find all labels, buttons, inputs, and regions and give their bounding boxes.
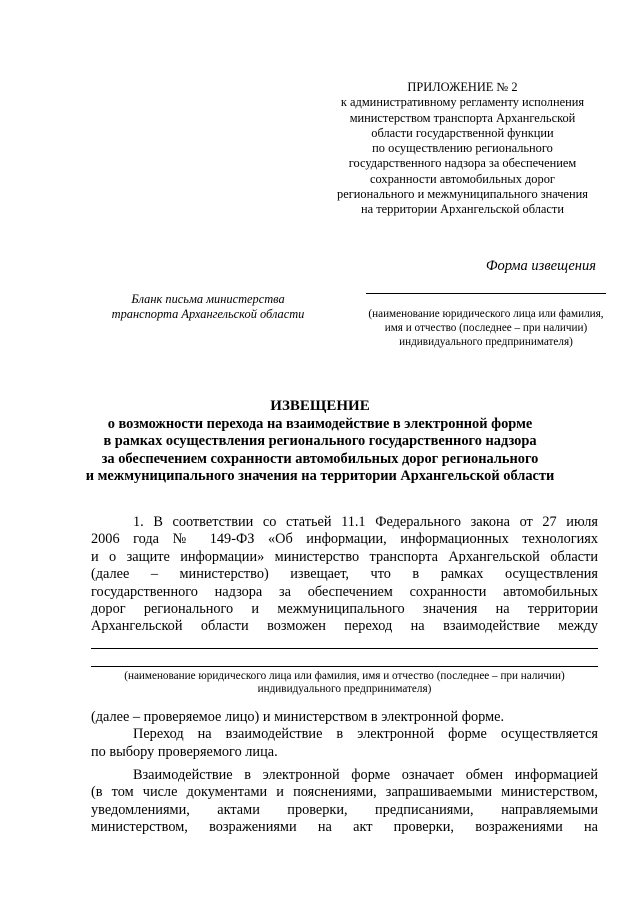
body-line: министерством, возражениями на акт проверки, возражениями на — [91, 819, 598, 836]
document-body — [91, 514, 598, 837]
letterhead-note-line: транспорта Архангельской области — [111, 307, 305, 321]
body-line: дорог регионального и межмуниципального значения на территории — [91, 600, 598, 617]
appendix-line: на территории Архангельской области — [361, 202, 564, 217]
body-line: уведомлениями, актами проверки, предписаниями, направляемыми — [91, 801, 598, 818]
fill-in-caption-line: индивидуального предпринимателя) — [257, 683, 432, 696]
fill-in-caption — [91, 670, 598, 697]
addressee-caption-line: имя и отчество (последнее – при наличии) — [384, 321, 588, 334]
addressee-block — [360, 293, 612, 349]
title-line: и межмуниципального значения на территории Архангельской области — [85, 468, 555, 485]
appendix-line: министерством транспорта Архангельской — [349, 110, 576, 125]
appendix-line: к административному регламенту исполнения — [340, 95, 585, 110]
fill-in-line — [91, 666, 598, 667]
body-line: и о защите информации» министерство транспорта Архангельской области — [91, 548, 598, 565]
title-line: в рамках осуществления регионального государственного надзора — [103, 433, 537, 450]
appendix-line: регионального и межмуниципального значения — [337, 187, 588, 202]
appendix-header — [300, 80, 625, 218]
body-line: 1. В соответствии со статьей 11.1 Федерального закона от 27 июля — [133, 514, 598, 530]
body-line: (далее – проверяемое лицо) и министерством в электронной форме. — [91, 708, 505, 725]
title-line: за обеспечением сохранности автомобильных дорог регионального — [101, 450, 539, 467]
appendix-line: области государственной функции — [371, 125, 554, 140]
body-line: Переход на взаимодействие в электронной форме осуществляется — [133, 726, 598, 743]
body-line: по выбору проверяемого лица. — [91, 743, 278, 760]
appendix-line: сохранности автомобильных дорог — [370, 171, 555, 186]
addressee-caption-line: (наименование юридического лица или фамилия, — [368, 308, 604, 320]
letterhead-note — [94, 292, 322, 322]
addressee-fill-line — [366, 293, 606, 304]
fill-in-line — [91, 648, 598, 649]
document-title — [60, 398, 580, 486]
appendix-line: ПРИЛОЖЕНИЕ № 2 — [407, 80, 518, 94]
form-label: Форма извещения — [485, 258, 596, 274]
appendix-line: государственного надзора за обеспечением — [348, 156, 577, 171]
body-line: государственного надзора за обеспечением сохранности автомобильных — [91, 583, 598, 600]
appendix-line: по осуществлению регионального — [372, 141, 553, 156]
body-line: Взаимодействие в электронной форме означает обмен информацией — [133, 767, 598, 784]
addressee-caption-line: индивидуального предпринимателя) — [399, 335, 573, 348]
letterhead-note-line: Бланк письма министерства — [131, 292, 285, 306]
body-line: (далее – министерство) извещает, что в рамках осуществления — [91, 566, 598, 583]
title-main: ИЗВЕЩЕНИЕ — [270, 398, 370, 414]
fill-in-caption-line: (наименование юридического лица или фамилия, имя и отчество (последнее – при наличии) — [124, 669, 565, 682]
body-line: (в том числе документами и пояснениями, запрашиваемыми министерством, — [91, 784, 598, 801]
body-line: Архангельской области возможен переход на взаимодействие между — [91, 618, 598, 635]
title-line: о возможности перехода на взаимодействие в электронной форме — [107, 415, 533, 432]
body-line: 2006 года № 149-ФЗ «Об информации, информационных технологиях — [91, 531, 598, 548]
